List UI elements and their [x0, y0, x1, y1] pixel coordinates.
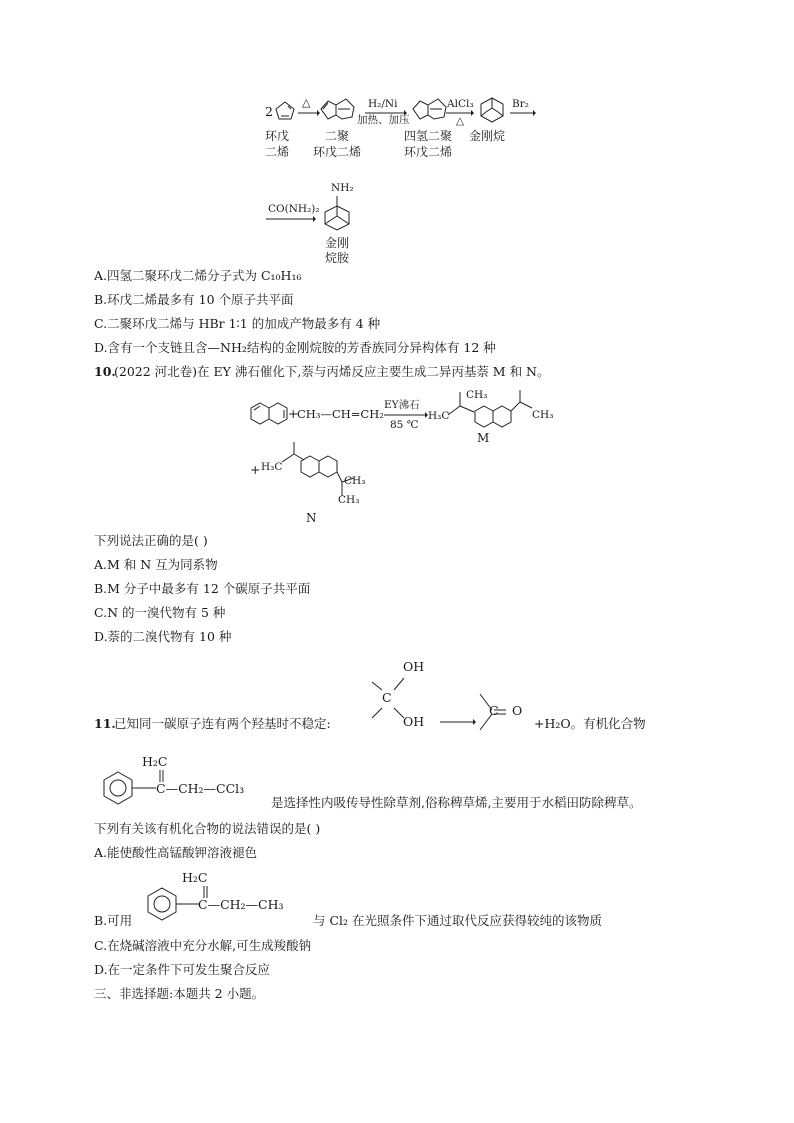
coefficient: 2 — [265, 104, 273, 119]
q10-plus-1: + — [288, 406, 299, 421]
n-ch3-label-2: CH₃ — [338, 494, 360, 506]
product-n-label: N — [306, 511, 317, 525]
m-ch3-label-2: CH₃ — [532, 409, 554, 421]
q11-question: 下列有关该有机化合物的说法错误的是( ) — [94, 821, 321, 836]
q11-option-a: A.能使酸性高锰酸钾溶液褪色 — [94, 845, 258, 860]
q11-option-b-prefix: B.可用 — [94, 913, 133, 928]
option-b-chain: C—CH₂—CH₃ — [198, 897, 284, 912]
compound-h2c-label: H₂C — [142, 754, 168, 769]
q10-number: 10. — [94, 364, 116, 379]
label-dimer-2: 环戊二烯 — [313, 145, 362, 159]
label-amantadine: 金刚 — [325, 236, 350, 250]
hydroxyl-label-2: OH — [403, 714, 425, 729]
label-cyclopentadiene-2: 二烯 — [265, 145, 290, 159]
q11-option-d: D.在一定条件下可发生聚合反应 — [94, 962, 271, 977]
amino-group-label: NH₂ — [331, 182, 354, 194]
q11-stem-b: +H₂O。有机化合物 — [534, 716, 646, 731]
q11-number: 11. — [94, 716, 116, 731]
label-cyclopentadiene: 环戊 — [265, 129, 290, 143]
m-ch3-label-1: CH₃ — [466, 389, 488, 401]
q10-option-c: C.N 的一溴代物有 5 种 — [94, 605, 226, 620]
section-3-heading: 三、非选择题:本题共 2 小题。 — [94, 986, 265, 1001]
label-adamantane: 金刚烷 — [469, 129, 506, 143]
label-tetrahydro-dimer-2: 环戊二烯 — [404, 145, 453, 159]
naphthalene-structure — [250, 402, 290, 426]
q9-option-d: D.含有一个支链且含—NH₂结构的金刚烷胺的芳香族同分异构体有 12 种 — [94, 340, 496, 355]
carbon-label: C — [382, 690, 392, 705]
arrow-alcl3-bottom: △ — [456, 115, 465, 127]
q10-option-d: D.萘的二溴代物有 10 种 — [94, 629, 232, 644]
q10-question: 下列说法正确的是( ) — [94, 533, 208, 548]
arrow-heat — [298, 110, 320, 116]
q11-stem-a: 已知同一碳原子连有两个羟基时不稳定: — [114, 716, 331, 731]
q9-option-c: C.二聚环戊二烯与 HBr 1∶1 的加成产物最多有 4 种 — [94, 316, 381, 331]
arrow-ey-zeolite-bottom: 85 ℃ — [390, 419, 419, 431]
ketone-oxygen-label: O — [512, 703, 523, 718]
arrow-ey-zeolite-top: EY沸石 — [384, 399, 420, 411]
q10-option-b: B.M 分子中最多有 12 个碳原子共平面 — [94, 581, 311, 596]
arrow-heat-label: △ — [302, 96, 311, 109]
amantadine-structure — [322, 196, 352, 234]
arrow-urea-top: CO(NH₂)₂ — [268, 203, 320, 215]
n-ch3-label-1: CH₃ — [344, 475, 366, 487]
arrow-bromination-top: Br₂ — [512, 98, 529, 110]
propene-formula: CH₃—CH=CH₂ — [297, 407, 384, 421]
ketone-carbon-label: C — [489, 703, 499, 718]
arrow-hydrogenation-top: H₂/Ni — [368, 98, 398, 110]
m-h3c-label: H₃C — [428, 410, 450, 422]
product-m-label: M — [477, 431, 490, 445]
q10-option-a: A.M 和 N 互为同系物 — [94, 557, 218, 572]
label-amantadine-2: 烷胺 — [325, 251, 350, 265]
arrow-dehydration — [440, 719, 476, 725]
adamantane-structure — [478, 96, 506, 124]
q10-stem: (2022 河北卷)在 EY 沸石催化下,萘与丙烯反应主要生成二异丙基萘 M 和 N。 — [114, 364, 550, 379]
label-tetrahydro-dimer: 四氢二聚 — [404, 129, 453, 143]
hydroxyl-label-1: OH — [403, 659, 425, 674]
option-b-h2c-label: H₂C — [182, 870, 208, 885]
q9-option-a: A.四氢二聚环戊二烯分子式为 C₁₀H₁₆ — [94, 268, 302, 283]
q11-description: 是选择性内吸传导性除草剂,俗称稗草烯,主要用于水稻田防除稗草。 — [271, 795, 642, 810]
tetrahydrodicyclopentadiene-structure — [410, 95, 450, 125]
q11-option-b-text: 与 Cl₂ 在光照条件下通过取代反应获得较纯的该物质 — [313, 913, 603, 928]
q10-plus-2: + — [250, 462, 261, 477]
label-dimer: 二聚 — [325, 129, 350, 143]
q11-option-c: C.在烧碱溶液中充分水解,可生成羧酸钠 — [94, 938, 312, 953]
q9-option-b: B.环戊二烯最多有 10 个原子共平面 — [94, 292, 294, 307]
cyclopentadiene-structure — [274, 100, 296, 122]
dicyclopentadiene-structure — [318, 95, 358, 125]
n-h3c-label: H₃C — [261, 461, 283, 473]
arrow-hydrogenation-bottom: 加热、加压 — [357, 114, 410, 126]
arrow-alcl3-top: AlCl₃ — [447, 98, 474, 110]
compound-chain: C—CH₂—CCl₃ — [156, 781, 245, 796]
